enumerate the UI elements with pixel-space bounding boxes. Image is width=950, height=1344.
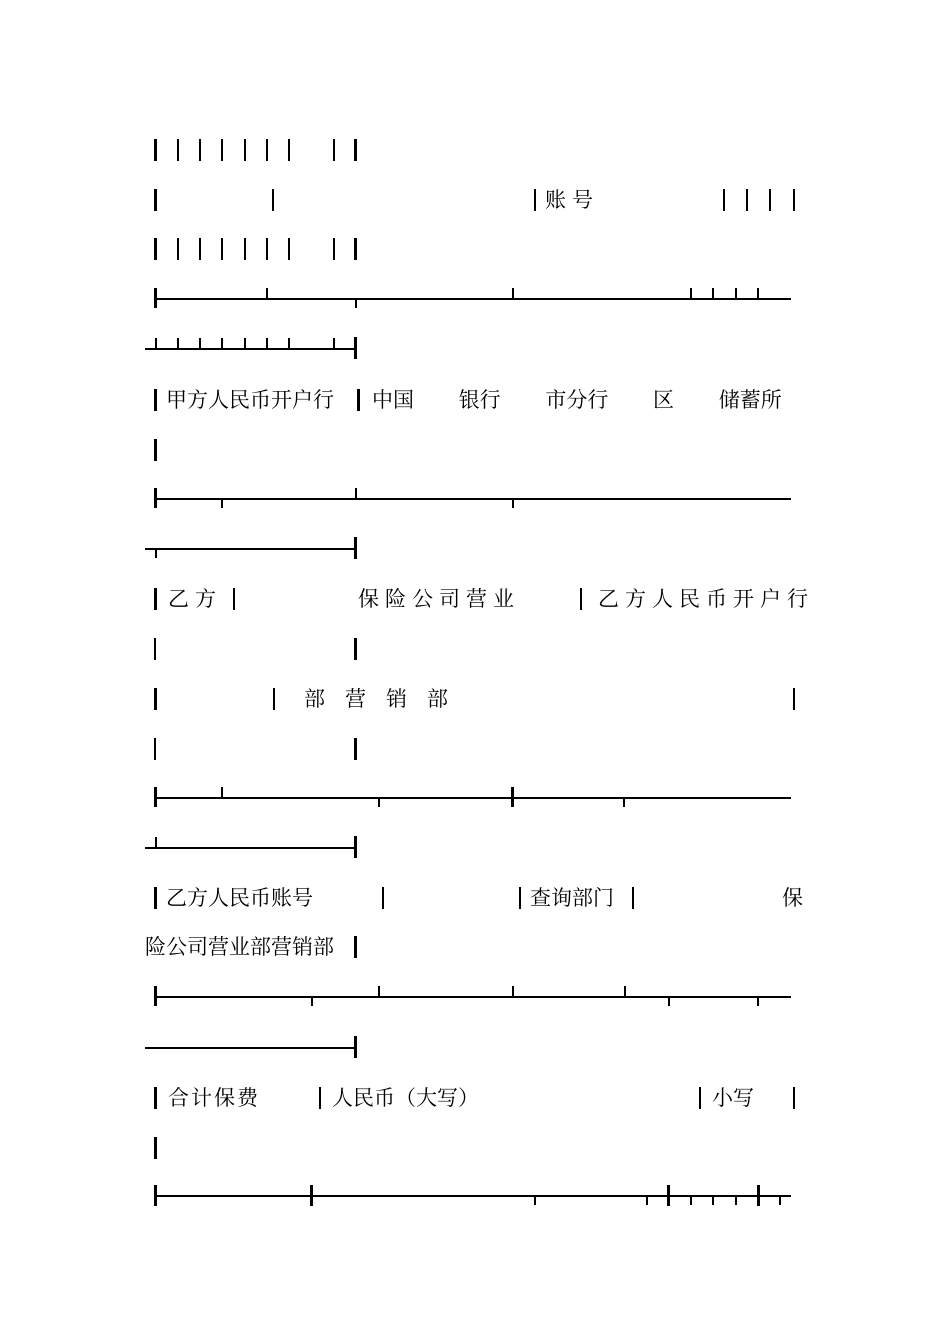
total-premium-label: 合计保费 bbox=[168, 1086, 260, 1110]
rmb-uppercase-label: 人民币（大写） bbox=[332, 1086, 479, 1110]
party-b-name-line1: 保险公司营业 bbox=[358, 587, 520, 611]
inquiry-dept-value-line1: 保 bbox=[782, 886, 803, 910]
inquiry-dept-label: 查询部门 bbox=[530, 886, 614, 910]
party-b-name-line2: 部营销部 bbox=[304, 687, 468, 711]
party-a-bank-value: 中国 银行 市分行 区 储蓄所 bbox=[372, 388, 782, 412]
party-b-account-label: 乙方人民币账号 bbox=[166, 886, 313, 910]
party-b-bank-label: 乙方人民币开户行 bbox=[598, 587, 814, 611]
lowercase-label: 小写 bbox=[712, 1086, 754, 1110]
party-b-label: 乙方 bbox=[168, 587, 222, 611]
account-label: 账号 bbox=[545, 188, 599, 212]
party-a-bank-label: 甲方人民币开户行 bbox=[166, 388, 334, 412]
inquiry-dept-value-line2: 险公司营业部营销部 bbox=[145, 935, 334, 959]
